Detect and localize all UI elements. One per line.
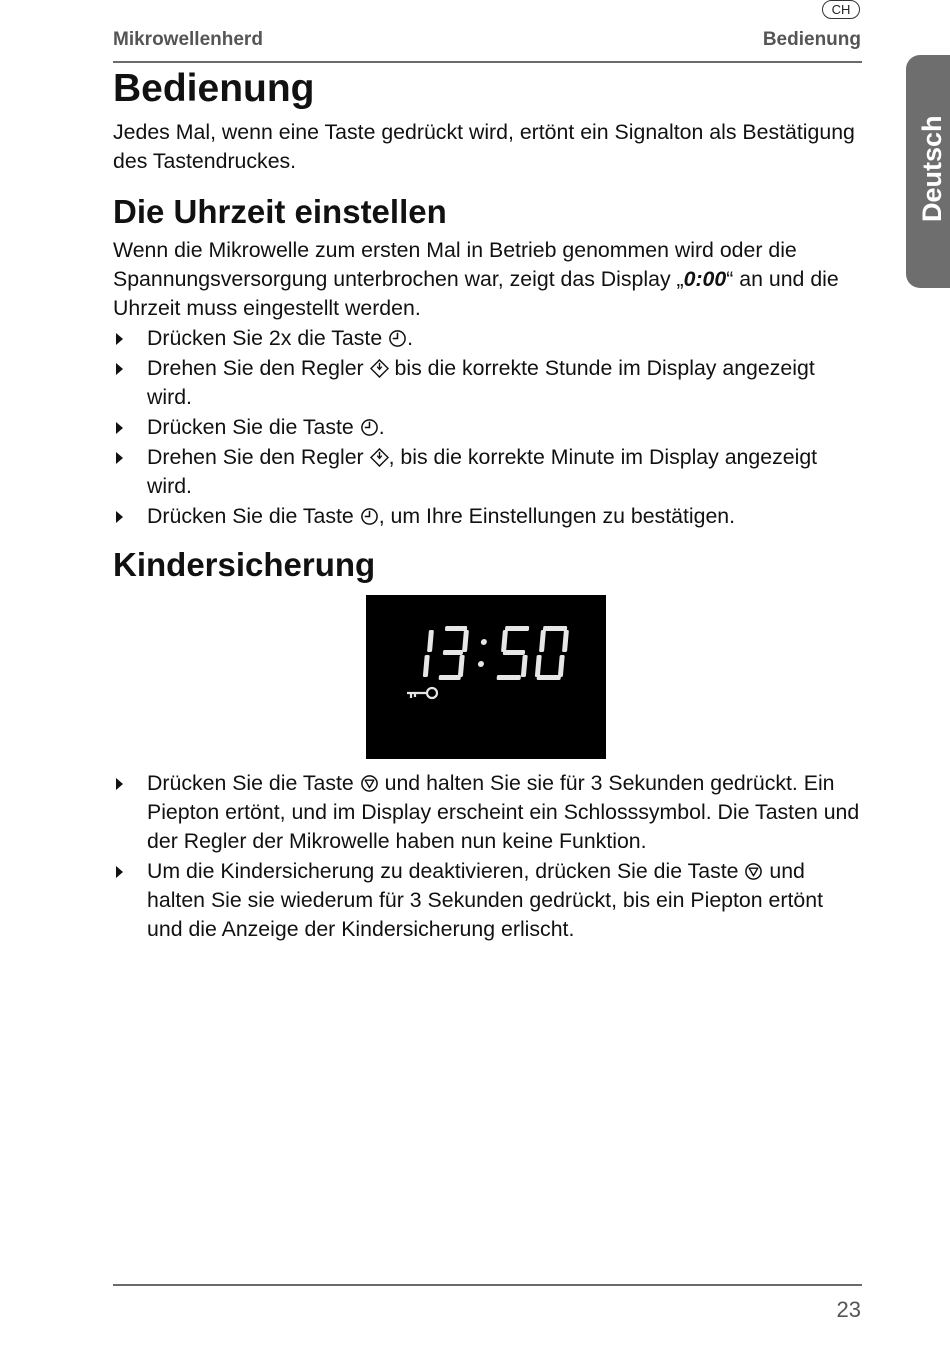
step-text: Drücken Sie die Taste [147, 504, 360, 528]
language-tab-label: Deutsch [917, 115, 947, 222]
display-value-text: 0:00 [683, 267, 727, 291]
header-product-title: Mikrowellenherd [113, 29, 263, 50]
page-title: Bedienung [113, 67, 315, 110]
step-text-end: , um Ihre Einstellungen zu bestätigen. [378, 504, 736, 528]
clock-para-text-1: Wenn die Mikrowelle zum ersten Mal in Betrieb genommen wird oder die Spannungsversorgung unterbrochen war, zeigt das Display „ [113, 238, 797, 291]
header-divider [113, 61, 862, 63]
list-item [113, 769, 861, 856]
main-content [113, 66, 861, 945]
step-text: Drücken Sie die Taste [147, 771, 360, 795]
step-text: Drehen Sie den Regler [147, 356, 370, 380]
page-number: 23 [836, 1297, 861, 1322]
clock-para-text-2: “ an und die Uhrzeit muss eingestellt werden. [113, 267, 839, 320]
bullet-arrow-icon [116, 866, 123, 878]
bullet-arrow-icon [116, 363, 123, 375]
step-text-end: . [407, 326, 414, 350]
clock-icon [360, 418, 379, 437]
list-item [113, 354, 861, 412]
list-item [113, 413, 861, 442]
clock-icon [360, 507, 379, 526]
intro-paragraph: Jedes Mal, wenn eine Taste gedrückt wird, ertönt ein Signalton als Bestätigung des Tastendruckes. [113, 120, 855, 173]
step-text: Drücken Sie 2x die Taste [147, 326, 389, 350]
step-text-end: und halten Sie sie wiederum für 3 Sekunden gedrückt, bis ein Piepton ertönt und die Anzeige der Kindersicherung erlischt. [147, 859, 823, 941]
dial-icon [370, 359, 389, 378]
key-icon [407, 688, 437, 698]
footer-divider [113, 1284, 862, 1286]
step-text-end: bis die korrekte Stunde im Display angezeigt wird. [147, 356, 815, 409]
clock-section-heading: Die Uhrzeit einstellen [113, 193, 447, 230]
header-section-title: Bedienung [762, 29, 861, 50]
display-panel-graphic [366, 595, 606, 759]
step-text-end: . [378, 415, 385, 439]
step-text-end: , bis die korrekte Minute im Display angezeigt wird. [147, 445, 818, 498]
clock-icon [388, 329, 407, 348]
display-time-digits [423, 626, 570, 680]
bullet-arrow-icon [116, 511, 123, 523]
step-text: Drücken Sie die Taste [147, 415, 360, 439]
child-lock-steps-list [113, 769, 861, 944]
step-text-end: und halten Sie sie für 3 Sekunden gedrückt. Ein Piepton ertönt, und im Display erscheint ein Schlosssymbol. Die Tasten und der Regler der Mikrowelle haben nun keine Funktion. [147, 771, 860, 853]
country-badge: CH [822, 0, 860, 19]
stop-icon [744, 862, 763, 881]
bullet-arrow-icon [116, 452, 123, 464]
bullet-arrow-icon [116, 778, 123, 790]
stop-icon [360, 774, 379, 793]
clock-section-paragraph [113, 236, 861, 323]
child-lock-heading: Kindersicherung [113, 546, 376, 583]
clock-steps-list [113, 324, 861, 531]
display-panel-image [366, 595, 606, 759]
list-item [113, 502, 861, 531]
dial-icon [370, 448, 389, 467]
step-text: Um die Kindersicherung zu deaktivieren, drücken Sie die Taste [147, 859, 745, 883]
step-text: Drehen Sie den Regler [147, 445, 370, 469]
list-item [113, 324, 861, 353]
list-item [113, 857, 861, 944]
list-item [113, 443, 861, 501]
bullet-arrow-icon [116, 333, 123, 345]
bullet-arrow-icon [116, 422, 123, 434]
